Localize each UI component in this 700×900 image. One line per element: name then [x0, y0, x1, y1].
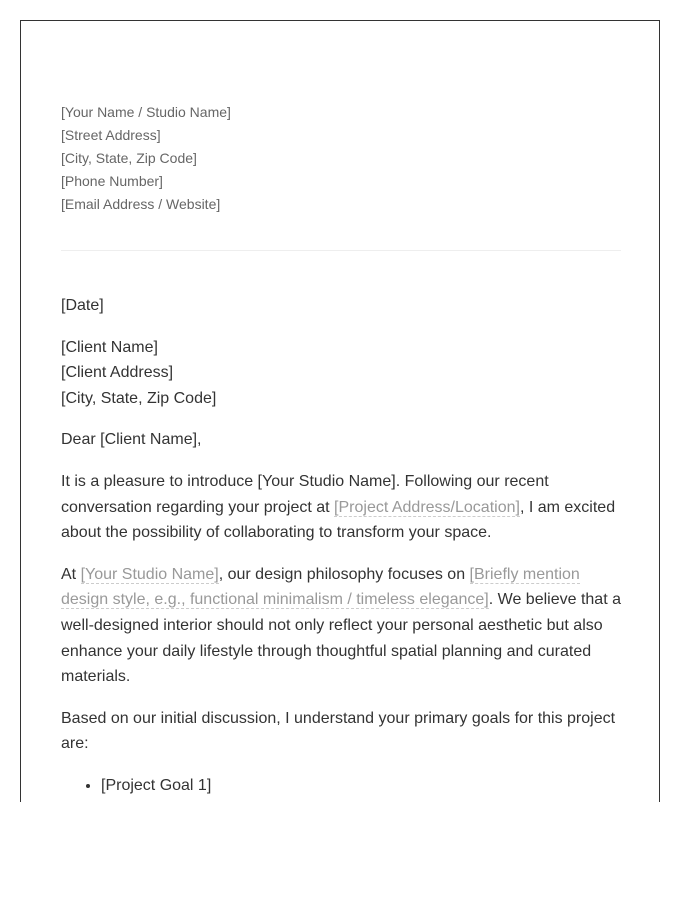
- project-goal-item: • [Project Goal 1]: [101, 773, 626, 799]
- recipient-address-block: [61, 335, 626, 412]
- philosophy-text-start: At: [61, 565, 81, 583]
- header-divider: [61, 250, 621, 251]
- goals-intro-paragraph: Based on our initial discussion, I understand your primary goals for this project are:: [61, 709, 616, 753]
- philosophy-paragraph: [61, 562, 626, 690]
- project-address-placeholder[interactable]: [Project Address/Location]: [334, 498, 520, 516]
- sender-email: [Email Address / Website]: [61, 196, 221, 212]
- recipient-address: [Client Address]: [61, 364, 174, 382]
- letter-page: [20, 20, 660, 802]
- letter-date: [Date]: [61, 297, 104, 314]
- sender-address-block: [61, 101, 231, 216]
- sender-name: [Your Name / Studio Name]: [61, 104, 231, 120]
- project-goals-list: [61, 773, 626, 799]
- philosophy-text-end: . We believe that a well-designed interior should not only reflect your personal aesthetic but also enhance your daily lifestyle through thoughtful spatial planning and curated materials.: [61, 591, 621, 686]
- sender-phone: [Phone Number]: [61, 173, 163, 189]
- philosophy-text-middle: , our design philosophy focuses on: [218, 565, 470, 583]
- studio-name-placeholder[interactable]: [Your Studio Name]: [80, 565, 219, 583]
- sender-street: [Street Address]: [61, 127, 161, 143]
- sender-city: [City, State, Zip Code]: [61, 150, 197, 166]
- intro-paragraph: [61, 469, 626, 546]
- intro-text-before: It is a pleasure to introduce [Your Studio Name]. Following our recent conversation regarding your project at: [61, 472, 549, 516]
- recipient-city: [City, State, Zip Code]: [61, 389, 217, 407]
- salutation: Dear [Client Name],: [61, 431, 202, 449]
- letter-body: [61, 293, 626, 799]
- recipient-name: [Client Name]: [61, 338, 158, 356]
- design-style-placeholder[interactable]: [Briefly mention design style, e.g., functional minimalism / timeless elegance]: [61, 565, 580, 609]
- intro-text-after: , I am excited about the possibility of collaborating to transform your space.: [61, 498, 616, 542]
